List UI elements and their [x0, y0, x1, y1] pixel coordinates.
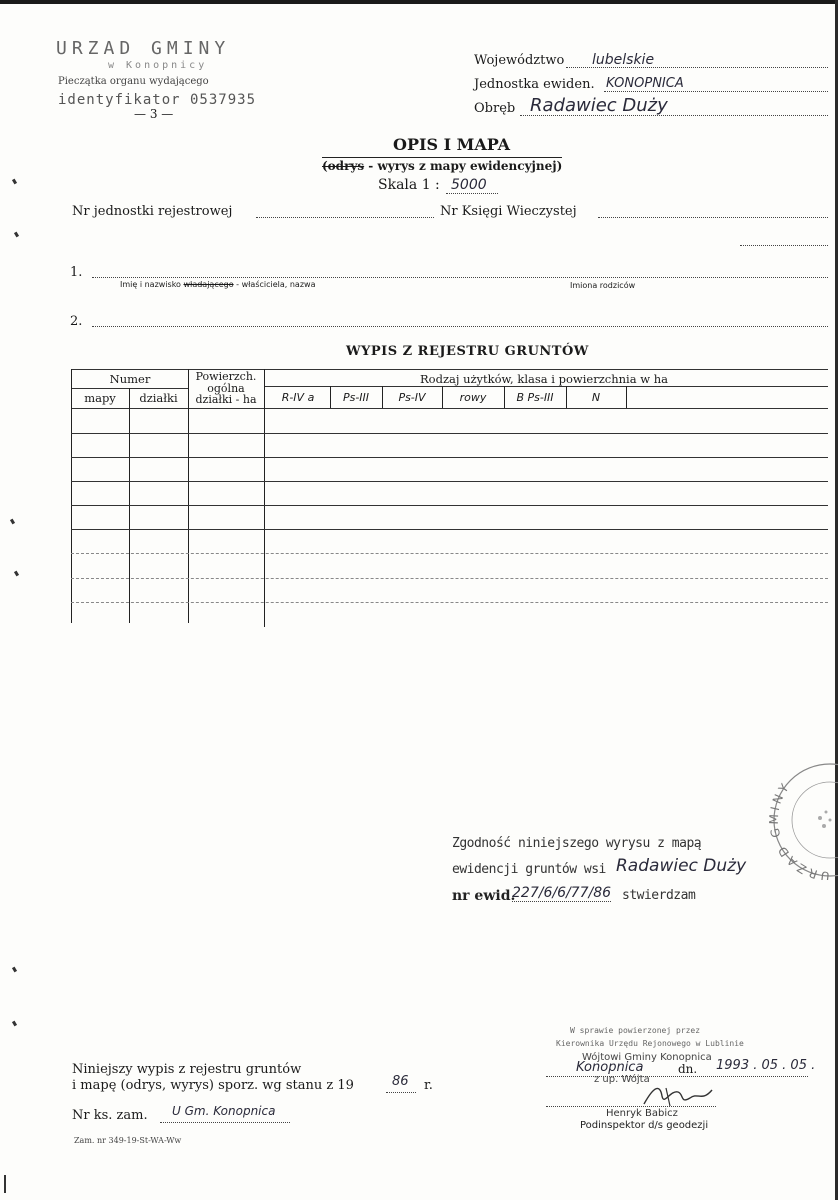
usage-class-5: B Ps-III [516, 391, 554, 404]
authority-line-2: Kierownika Urzędu Rejonowego w Lublinie [556, 1039, 744, 1048]
row-rule-1 [71, 433, 828, 434]
seal-text: URZAD GMINY [766, 778, 831, 880]
caption-suffix: - właściciela, nazwa [233, 280, 316, 289]
voivodeship-label: Województwo [474, 53, 565, 68]
year-suffix: r. [424, 1078, 433, 1093]
col-line-dzialki [188, 369, 189, 623]
usage-class-1: R-IV a [281, 391, 315, 404]
order-line [160, 1122, 290, 1123]
precinct-label: Obręb [474, 101, 516, 116]
subtitle-rest: - wyrys z mapy ewidencyjnej) [364, 159, 563, 173]
document-title: OPIS I MAPA [393, 135, 511, 154]
statement-line-2: i mapę (odrys, wyrys) sporz. wg stanu z 19 [72, 1078, 354, 1093]
land-book-label: Nr Księgi Wieczystej [440, 204, 577, 219]
village-value: Radawiec Duży [616, 856, 747, 876]
usage-class-4: rowy [459, 391, 487, 404]
margin-mark-6 [12, 1021, 17, 1027]
authority-line-3: Wójtowi Gminy Konopnica [582, 1052, 712, 1063]
col-line-left [71, 369, 72, 623]
voivodeship-value: lubelskie [592, 52, 655, 68]
row-rule-8 [71, 602, 828, 603]
row-rule-3 [71, 481, 828, 482]
order-value: U Gm. Konopnica [172, 1104, 276, 1118]
records-text: ewidencji gruntów wsi [452, 862, 606, 877]
margin-mark-5 [12, 967, 17, 973]
col-header-area: Powierzch. ogólna działki - ha [195, 370, 257, 407]
usage-header: Rodzaj użytków, klasa i powierzchnia w ha [420, 372, 668, 386]
row-rule-7 [71, 578, 828, 579]
usage-subheader-rule [264, 386, 828, 387]
numer-header: Numer [109, 372, 151, 386]
table-top-rule [71, 369, 828, 370]
order-label: Nr ks. zam. [72, 1108, 148, 1123]
year-value: 86 [392, 1074, 409, 1089]
unit-value: KONOPNICA [606, 76, 684, 91]
row-rule-4 [71, 505, 828, 506]
usage-class-3: Ps-IV [398, 391, 426, 404]
round-office-seal [764, 760, 838, 880]
authority-line-4: z up. Wójta [594, 1074, 650, 1085]
subtitle-struck: (odrys [322, 159, 365, 173]
owner-2-number: 2. [70, 314, 83, 329]
signature-date-value: 1993 . 05 . 05 . [716, 1058, 816, 1073]
signature-rule [546, 1106, 716, 1107]
confirmed-text: stwierdzam [622, 888, 696, 903]
place-value: Konopnica [576, 1060, 644, 1075]
margin-mark-7 [4, 1175, 6, 1193]
col-header-dzialki: działki [139, 391, 178, 405]
signature-date-line [546, 1076, 808, 1077]
office-stamp-title: URZAD GMINY [56, 38, 231, 59]
col-header-mapy: mapy [84, 391, 116, 405]
usage-class-2: Ps-III [342, 391, 370, 404]
row-rule-6 [71, 553, 828, 554]
signer-title: Podinspektor d/s geodezji [580, 1120, 709, 1131]
signer-name: Henryk Babicz [606, 1108, 678, 1119]
statement-line-1: Niniejszy wypis z rejestru gruntów [72, 1062, 302, 1077]
seal-label: Pieczątka organu wydającego [58, 76, 209, 87]
caption-prefix: Imię i nazwisko [120, 280, 184, 289]
scale-label: Skala 1 : [378, 177, 440, 193]
identifier-stamp: identyfikator 0537935 [58, 92, 257, 108]
form-code: Zam. nr 349-19-St-WA-Ww [74, 1136, 182, 1145]
record-label: nr ewid. [452, 888, 516, 904]
registry-unit-label: Nr jednostki rejestrowej [72, 204, 233, 219]
scale-value: 5000 [451, 177, 487, 193]
conformity-text: Zgodność niniejszego wyrysu z mapą [452, 836, 702, 851]
parents-caption: Imiona rodziców [570, 281, 636, 290]
table-subheader-rule [71, 388, 189, 389]
authority-line-1: W sprawie powierzonej przez [570, 1026, 701, 1035]
row-rule-5 [71, 529, 828, 530]
unit-label: Jednostka ewiden. [474, 77, 595, 92]
date-label: dn. [678, 1062, 698, 1076]
caption-struck: władającego [183, 280, 234, 289]
office-stamp-subtitle: w Konopnicy [108, 60, 208, 71]
usage-col-6 [626, 386, 627, 408]
row-rule-2 [71, 457, 828, 458]
svg-text:URZAD GMINY [767, 779, 831, 880]
precinct-value: Radawiec Duży [530, 95, 668, 116]
table-header-bottom [71, 408, 828, 409]
col-line-area [264, 369, 265, 627]
table-title: WYPIS Z REJESTRU GRUNTÓW [346, 344, 589, 359]
year-line [386, 1092, 416, 1093]
usage-class-6: N [591, 391, 601, 404]
record-value: 227/6/6/77/86 [512, 885, 612, 901]
owner-1-number: 1. [70, 265, 83, 280]
page-marker: — 3 — [134, 107, 174, 121]
